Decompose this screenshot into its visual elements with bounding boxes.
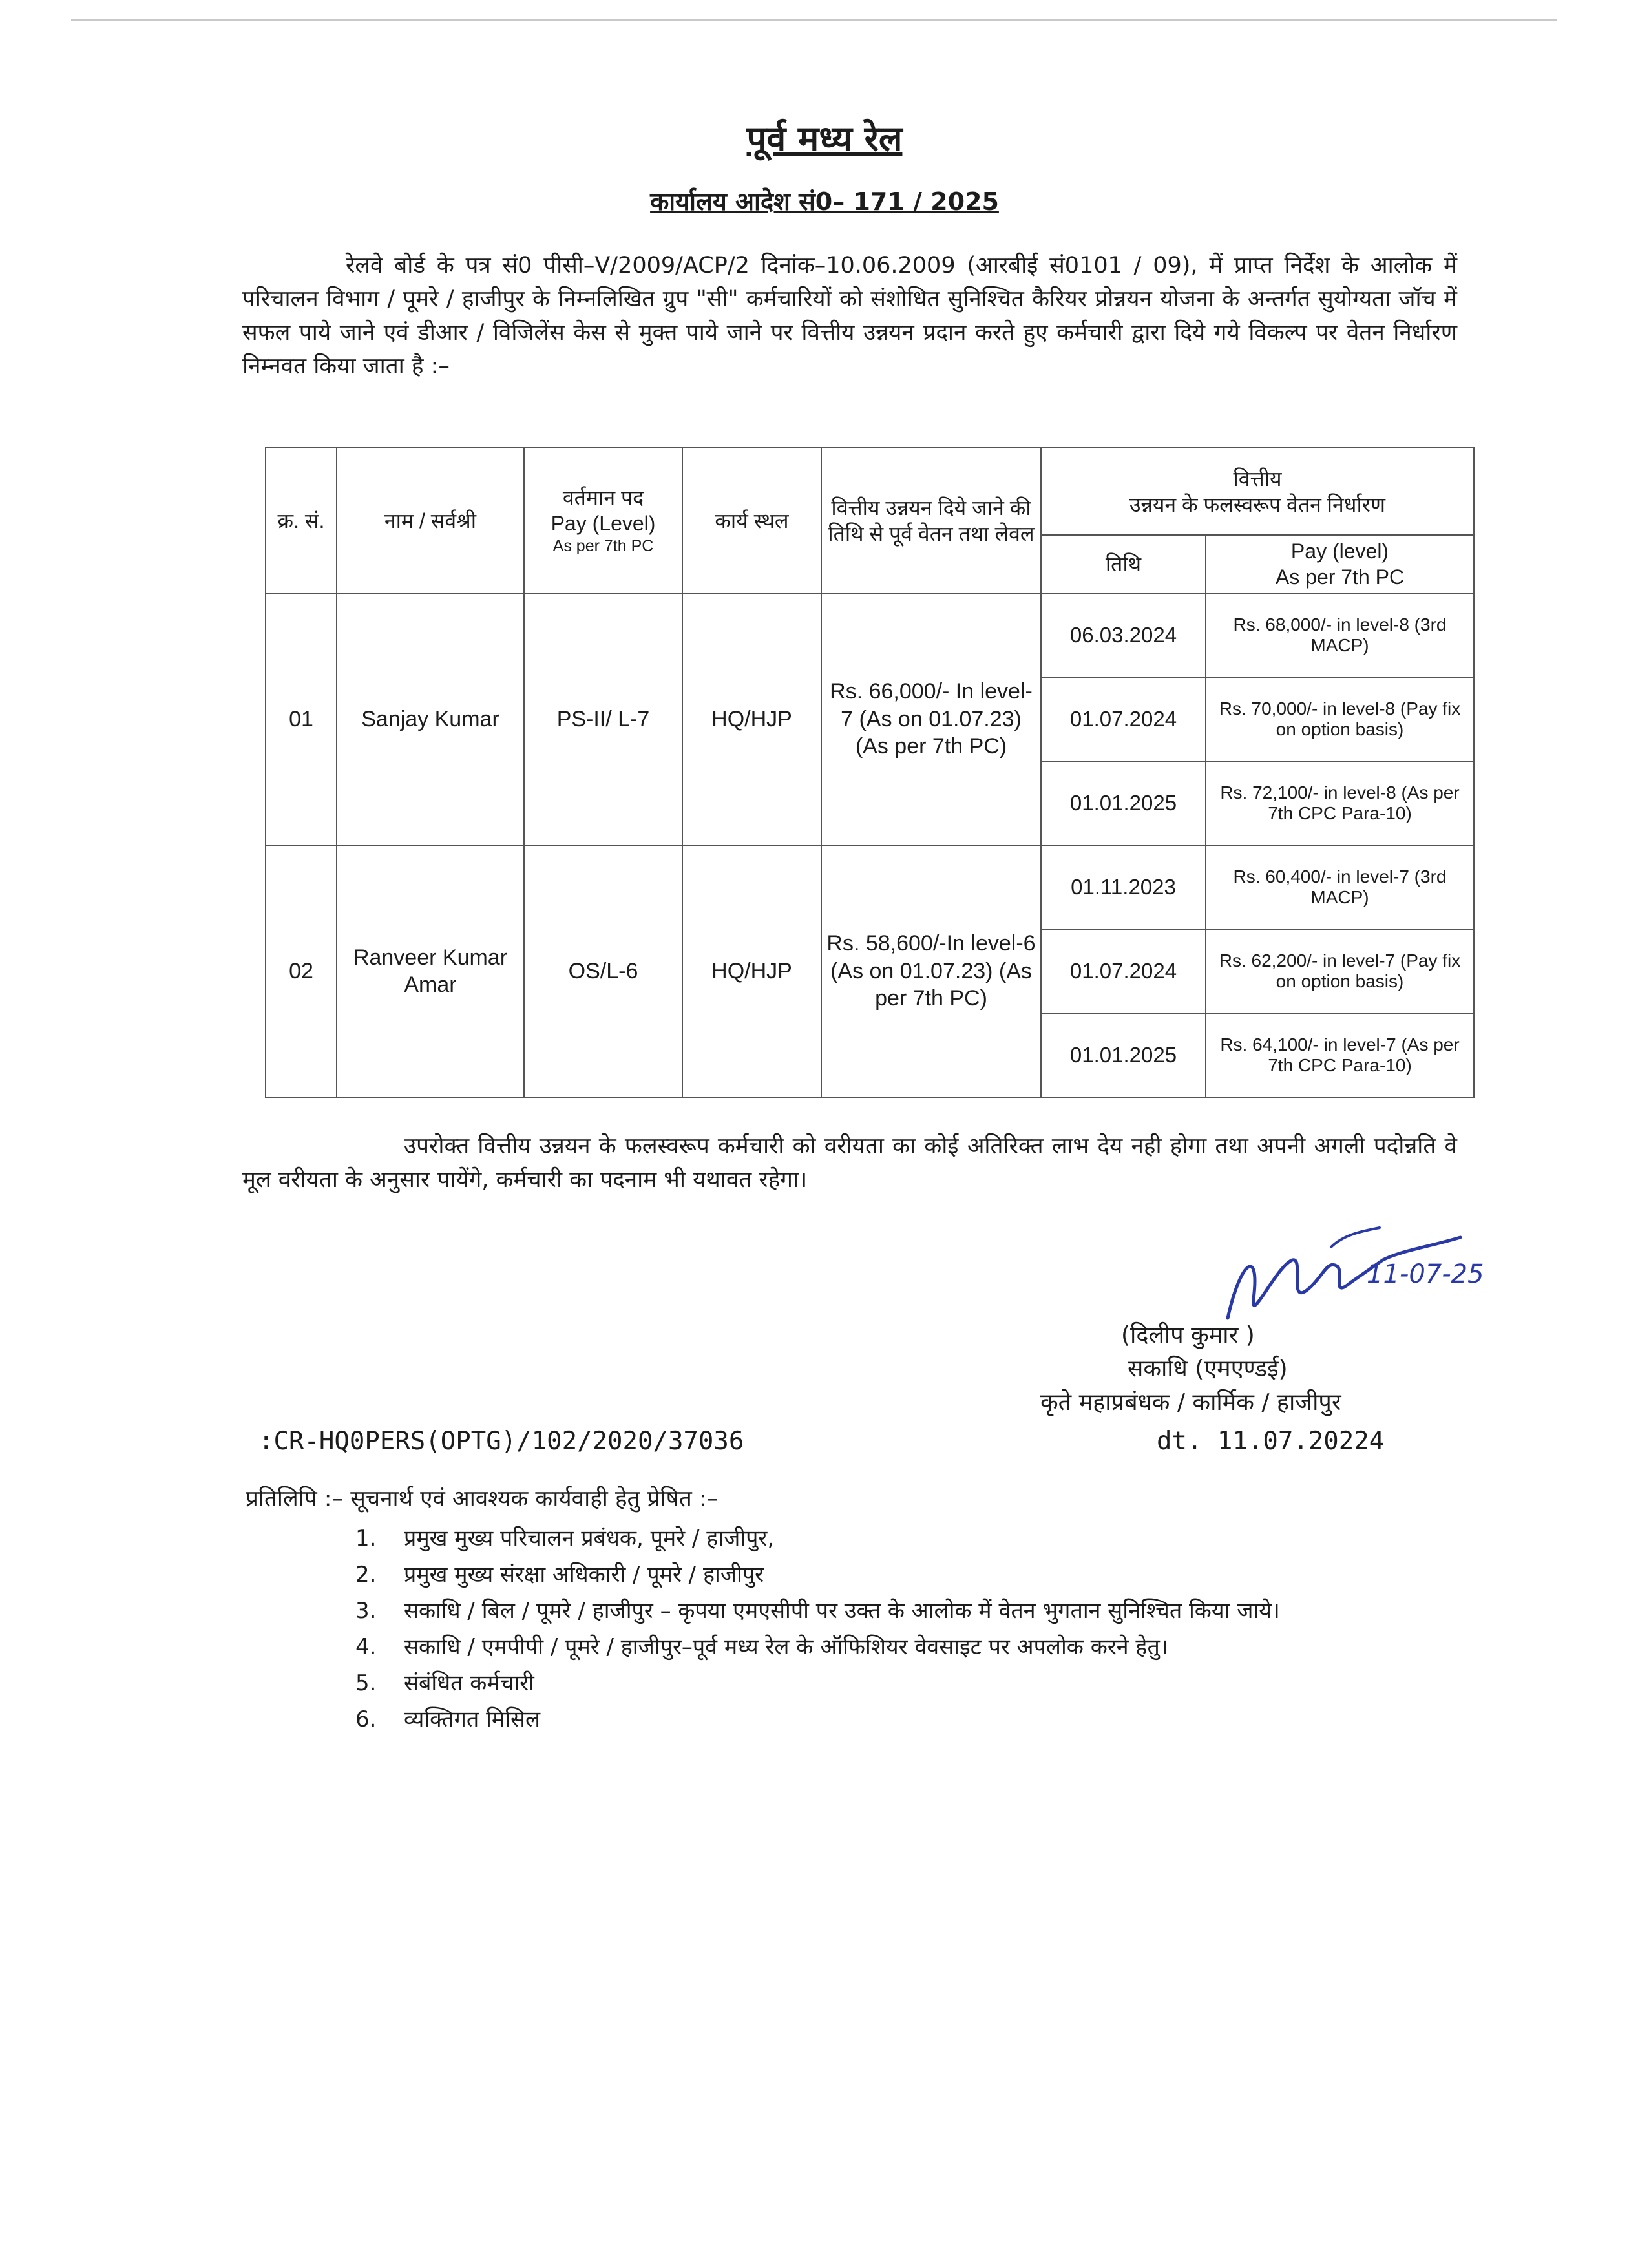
fixation-date: 01.11.2023 [1041, 845, 1206, 929]
row-sno: 01 [266, 593, 337, 845]
fixation-pay: Rs. 72,100/- in level-8 (As per 7th CPC Para-10) [1206, 761, 1474, 845]
list-item-number: 6. [355, 1706, 377, 1732]
table-row [266, 593, 1474, 677]
row-place: HQ/HJP [682, 845, 821, 1097]
list-item-text: प्रमुख मुख्य संरक्षा अधिकारी / पूमरे / हाजीपुर [404, 1562, 764, 1588]
handwritten-signature [1215, 1221, 1486, 1344]
fixation-date: 06.03.2024 [1041, 593, 1206, 677]
copy-to-heading: प्रतिलिपि :– सूचनार्थ एवं आवश्यक कार्यवाही हेतु प्रेषित :– [246, 1486, 719, 1512]
list-item-number: 2. [355, 1562, 377, 1588]
intro-paragraph: रेलवे बोर्ड के पत्र सं0 पीसी–V/2009/ACP/2 दिनांक–10.06.2009 (आरबीई सं0101 / 09), में प्राप्त निर्देश के आलोक में परिचालन विभाग / पूमरे / हाजीपुर के निम्नलिखित ग्रुप "सी" कर्मचारियों को संशोधित सुनिश्चित कैरियर प्रोन्नयन योजना के अन्तर्गत सुयोग्यता जॉच में सफल पाये जाने एवं डीआर / विजिलेंस केस से मुक्त पाये जाने पर वित्तीय उन्नयन प्रदान करते हुए कर्मचारी द्वारा दिये गये विकल्प पर वेतन निर्धारण निम्नवत किया जाता है :– [242, 253, 1457, 379]
header-date: तिथि [1041, 535, 1206, 593]
header-current-post-line2: Pay (Level) [551, 511, 656, 535]
fixation-date: 01.07.2024 [1041, 677, 1206, 761]
fixation-date: 01.07.2024 [1041, 929, 1206, 1013]
header-current-post [524, 448, 682, 593]
header-pay-level-line1: Pay (level) [1290, 540, 1389, 563]
header-current-post-line3: As per 7th PC [552, 536, 654, 555]
table-row [266, 845, 1474, 929]
row-place: HQ/HJP [682, 593, 821, 845]
fixation-pay: Rs. 60,400/- in level-7 (3rd MACP) [1206, 845, 1474, 929]
signature-date-scribble: 11-07-25 [1367, 1259, 1484, 1289]
header-current-post-line1: वर्तमान पद [562, 485, 644, 509]
signatory-name: (दिलीप कुमार ) [1121, 1322, 1255, 1349]
fixation-pay: Rs. 68,000/- in level-8 (3rd MACP) [1206, 593, 1474, 677]
row-name: Sanjay Kumar [337, 593, 524, 845]
signatory-designation: सकाधि (एमएण्डई) [1128, 1356, 1288, 1382]
row-post: PS-II/ L-7 [524, 593, 682, 845]
list-item-text: व्यक्तिगत मिसिल [404, 1706, 541, 1732]
row-post: OS/L-6 [524, 845, 682, 1097]
header-result-line2: उन्नयन के फलस्वरूप वेतन निर्धारण [1129, 492, 1385, 516]
fixation-pay: Rs. 62,200/- in level-7 (Pay fix on option basis) [1206, 929, 1474, 1013]
list-item-text: सकाधि / एमपीपी / पूमरे / हाजीपुर–पूर्व मध्य रेल के ऑफिशियर वेवसाइट पर अपलोक करने हेतु। [404, 1634, 1168, 1660]
pay-fixation-table [265, 447, 1475, 1098]
header-prev-pay: वित्तीय उन्नयन दिये जाने की तिथि से पूर्व वेतन तथा लेवल [821, 448, 1041, 593]
list-item [355, 1558, 1454, 1591]
list-item [355, 1522, 1454, 1555]
closing-paragraph: उपरोक्त वित्तीय उन्नयन के फलस्वरूप कर्मचारी को वरीयता का कोई अतिरिक्त लाभ देय नही होगा तथा अपनी अगली पदोन्नति वे मूल वरीयता के अनुसार पायेंगे, कर्मचारी का पदनाम भी यथावत रहेगा। [242, 1133, 1457, 1193]
order-title: कार्यालय आदेश सं0– 171 / 2025 [650, 187, 999, 216]
fixation-date: 01.01.2025 [1041, 1013, 1206, 1097]
row-name: Ranveer Kumar Amar [337, 845, 524, 1097]
reference-number: :CR-HQ0PERS(OPTG)/102/2020/37036 [258, 1427, 744, 1456]
list-item [355, 1630, 1454, 1664]
scan-edge-line [71, 19, 1557, 21]
header-sno: क्र. सं. [266, 448, 337, 593]
org-name: पूर्व मध्य रेल [746, 118, 903, 159]
fixation-pay: Rs. 70,000/- in level-8 (Pay fix on option basis) [1206, 677, 1474, 761]
fixation-pay: Rs. 64,100/- in level-7 (As per 7th CPC Para-10) [1206, 1013, 1474, 1097]
list-item [355, 1703, 1454, 1736]
header-pay-level [1206, 535, 1474, 593]
header-pay-level-line2: As per 7th PC [1275, 565, 1405, 589]
list-item-number: 5. [355, 1670, 377, 1696]
list-item-number: 4. [355, 1634, 377, 1660]
fixation-date: 01.01.2025 [1041, 761, 1206, 845]
signature-date: dt. 11.07.20224 [1157, 1427, 1385, 1456]
header-place: कार्य स्थल [682, 448, 821, 593]
list-item-text: प्रमुख मुख्य परिचालन प्रबंधक, पूमरे / हाजीपुर, [404, 1526, 775, 1551]
row-sno: 02 [266, 845, 337, 1097]
header-result [1041, 448, 1474, 535]
list-item [355, 1666, 1454, 1700]
row-prev-pay: Rs. 66,000/- In level-7 (As on 01.07.23) (As per 7th PC) [821, 593, 1041, 845]
row-prev-pay: Rs. 58,600/-In level-6 (As on 01.07.23) (As per 7th PC) [821, 845, 1041, 1097]
list-item-text: संबंधित कर्मचारी [404, 1670, 534, 1696]
copy-to-list [355, 1522, 1454, 1739]
list-item-text: सकाधि / बिल / पूमरे / हाजीपुर – कृपया एमएसीपी पर उक्त के आलोक में वेतन भुगतान सुनिश्चित किया जाये। [404, 1598, 1280, 1624]
signatory-office: कृते महाप्रबंधक / कार्मिक / हाजीपुर [1040, 1389, 1341, 1416]
header-result-line1: वित्तीय [1233, 467, 1282, 490]
list-item-number: 3. [355, 1598, 377, 1624]
list-item [355, 1594, 1454, 1628]
header-name: नाम / सर्वश्री [337, 448, 524, 593]
list-item-number: 1. [355, 1526, 377, 1551]
